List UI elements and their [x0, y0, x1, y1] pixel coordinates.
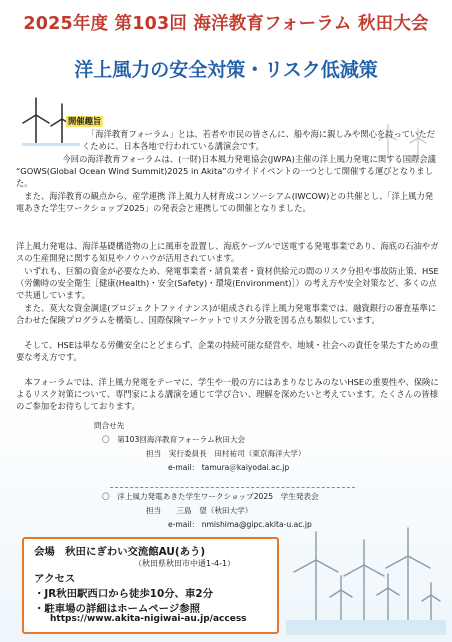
venue-access-link[interactable]: https://www.akita-nigiwai-au.jp/access — [50, 614, 247, 624]
contact-2-person: 担当 三島 望（秋田大学） — [146, 506, 253, 515]
paragraph-risk-sharing: いずれも、巨額の資金が必要なため、発電事業者・請負業者・資材供給元の間のリスク分担や事故防止策、HSE（労働時の安全衛生［健康(Health)・安全(Safety)・環境(Environment)］）の考え方や安全対策など、多くの点で共通しています。 — [16, 266, 439, 301]
access-parking: ・駐車場の詳細はホームページ参照 — [34, 603, 201, 615]
venue-box — [22, 537, 279, 634]
paragraph-forum-aim: 本フォーラムでは、洋上風力発電をテーマに、学生や一般の方にはあまりなじみのないHSEの重要性や、保険によるリスク対策について、専門家による講演を通じて学び合い、理解を深めたいと考えています。たくさんの皆様のご参加をお待ちしております。 — [16, 377, 439, 412]
paragraph-intro: 「海洋教育フォーラム」とは、若者や市民の皆さんに、船や海に親しみや関心を持っていただくために、日本各地で行われている講演会です。 — [82, 129, 435, 152]
wind-turbine-illustration-right — [286, 520, 446, 635]
contact-1-organization: 〇 第103回海洋教育フォーラム秋田大会 — [102, 435, 246, 444]
contact-heading: 問合せ先 — [94, 421, 125, 430]
access-heading: アクセス — [34, 573, 76, 585]
event-title: 2025年度 第103回 海洋教育フォーラム 秋田大会 — [23, 14, 429, 34]
paragraph-hse: そして、HSEは単なる労働安全にとどまらず、企業の持続可能な経営や、地域・社会への責任を果たすための重要な考え方です。 — [16, 340, 439, 363]
paragraph-offshore-wind: 洋上風力発電は、海洋基礎構造物の上に風車を設置し、海底ケーブルで送電する発電事業であり、海底の石油やガスの生産開発に関する知見やノウハウが活用されています。 — [16, 241, 439, 264]
paragraph-financing: また、莫大な資金調達(プロジェクトファイナンス)が組成される洋上風力発電事業では、融資銀行の審査基準に合わせた保険プログラムを構築し、国際保険マーケットでリスク分散を図る点も類似しています。 — [16, 303, 437, 326]
paragraph-gows: 今回の海洋教育フォーラムは、(一財)日本風力発電協会(JWPA)主催の洋上風力発電に関する国際会議 “GOWS(Global Ocean Wind Summit)2025 in Akita”のサイドイベントの一つとして開催する運びとなりました。 — [16, 154, 436, 189]
contact-1-email[interactable]: e-mail： tamura＠kaiyodai.ac.jp — [168, 463, 290, 472]
venue-address: （秋田県秋田市中通1-4-1） — [134, 559, 236, 568]
paragraph-iwcow: また、海洋教育の観点から、産学連携 洋上風力人材育成コンソーシアム(IWCOW)との共催とし、「洋上風力発電あきた学生ワークショップ2025」の発表会と連携しての開催となりました。 — [16, 191, 434, 214]
access-train: ・JR秋田駅西口から徒歩10分、車2分 — [34, 588, 214, 600]
contact-2-email[interactable]: e-mail： nmishima@gipc.akita-u.ac.jp — [168, 520, 312, 529]
event-subtitle: 洋上風力の安全対策・リスク低減策 — [74, 59, 378, 81]
contact-divider — [110, 487, 355, 488]
venue-name: 会場 秋田にぎわい交流館AU(あう) — [34, 546, 206, 558]
overview-label: 開催趣旨 — [68, 116, 102, 126]
contact-1-person: 担当 実行委員長 田村祐司（東京海洋大学） — [146, 449, 306, 458]
contact-2-organization: 〇 洋上風力発電あきた学生ワークショップ2025 学生発表会 — [102, 492, 319, 501]
